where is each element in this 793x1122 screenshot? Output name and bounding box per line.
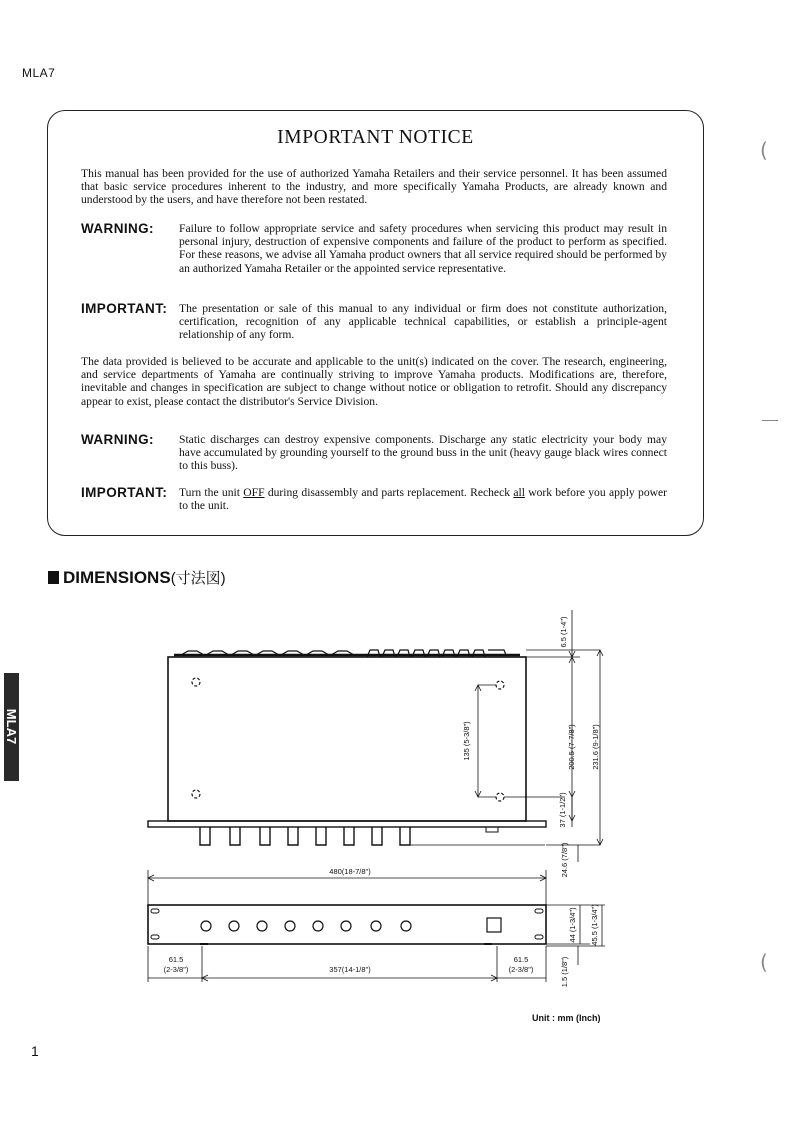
label-total-height: 231.6 (9-1/8") [591, 724, 600, 770]
model-header: MLA7 [22, 66, 56, 80]
dimensions-drawing [0, 600, 793, 1020]
label-right-offset-in: (2-3/8") [508, 965, 534, 974]
warning-label-1: WARNING: [81, 221, 154, 236]
label-left-offset-in: (2-3/8") [163, 965, 189, 974]
dimensions-title: DIMENSIONS [63, 567, 171, 587]
warning-text-1: Failure to follow appropriate service and safety procedures when servicing this product may result in personal injury, destruction of expensive components and failure of the product to perform as specified. For these reasons, we advise all Yamaha product owners that all service required should be performed by an authorized Yamaha Retailer or the appointed service representative. [179, 222, 667, 275]
dimensions-heading [48, 567, 226, 588]
label-left-offset-mm: 61.5 [168, 955, 184, 964]
label-panel-height: 44 (1-3/4") [568, 907, 577, 943]
side-tab-label: MLA7 [4, 708, 19, 745]
unit-note: Unit : mm (Inch) [532, 1013, 601, 1023]
label-total-panel-height: 45.5 (1-3/4") [590, 904, 599, 946]
important-text-2: Turn the unit OFF during disassembly and parts replacement. Recheck all work before you apply power to the unit. [179, 486, 667, 513]
warning-label-2: WARNING: [81, 432, 154, 447]
label-right-offset-mm: 61.5 [513, 955, 529, 964]
notice-title: IMPORTANT NOTICE [277, 127, 474, 148]
label-body-height: 200.5 (7-7/8") [567, 724, 576, 770]
label-foot-height: 1.5 (1/8") [560, 956, 569, 988]
label-bottom-clearance: 24.6 (7/8") [560, 842, 569, 878]
heading-square-icon [48, 571, 59, 584]
notice-intro: This manual has been provided for the use of authorized Yamaha Retailers and their service personnel. It has been assumed that basic service procedures inherent to the industry, and more specifically Yamaha Products, are already known and understood by the users, and have therefore not been restated. [81, 167, 667, 207]
important-notice-box [47, 110, 704, 536]
important-label-2: IMPORTANT: [81, 485, 168, 500]
warning-text-2: Static discharges can destroy expensive components. Discharge any static electricity your body may have accumulated by grounding yourself to the ground buss in the unit (heavy gauge black wires connect to this buss). [179, 433, 667, 473]
important-label-1: IMPORTANT: [81, 301, 168, 316]
dimensions-title-jp: (寸法図) [170, 570, 226, 587]
important-text-1: The presentation or sale of this manual to any individual or firm does not constitute authorization, certification, recognition of any applicable technical capabilities, or establish a principle-agent relationship of any form. [179, 302, 667, 342]
label-lower-offset: 37 (1-1/2") [558, 792, 567, 828]
label-top-clearance: 6.5 (1-4") [559, 616, 568, 648]
label-center-span: 357(14-1/8") [329, 965, 371, 974]
label-hole-spacing: 135 (5-3/8") [462, 721, 471, 761]
data-accuracy-paragraph: The data provided is believed to be accurate and applicable to the unit(s) indicated on the cover. The research, engineering, and service departments of Yamaha are continually striving to improve Yamaha products. Modifications are, therefore, inevitable and changes in specification are subject to change without notice or obligation to retrofit. Should any discrepancy appear to exist, please contact the distributor's Service Division. [81, 355, 667, 408]
page-number: 1 [31, 1043, 39, 1059]
label-overall-width: 480(18-7/8") [329, 867, 371, 876]
